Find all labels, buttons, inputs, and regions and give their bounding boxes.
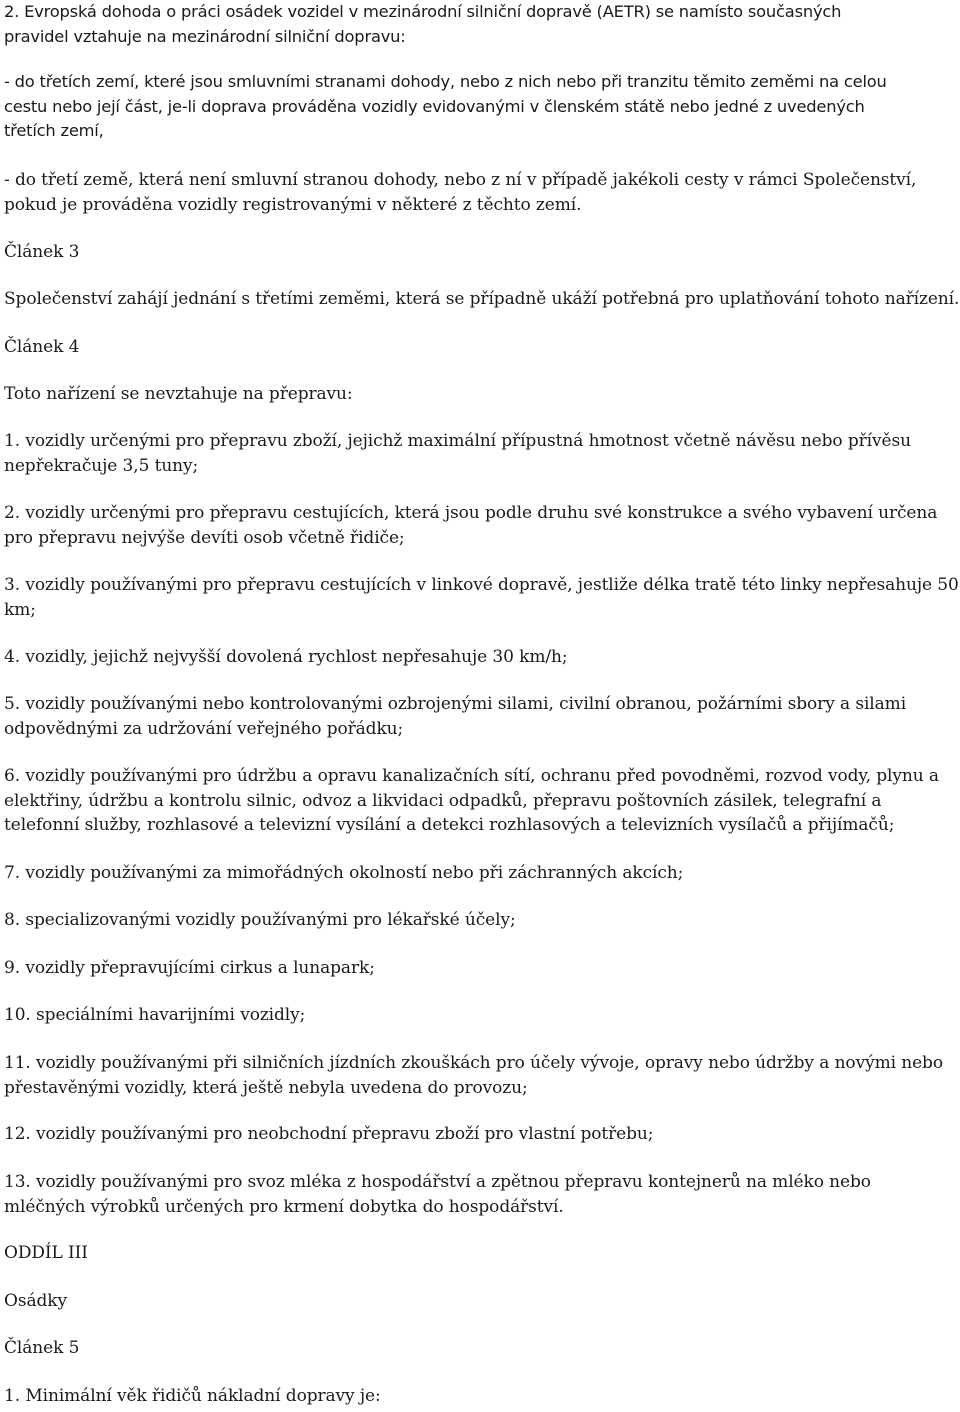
article-4-item-9: 9. vozidly přepravujícími cirkus a lunapark; [4,958,375,978]
article-4-intro: Toto nařízení se nevztahuje na přepravu: [4,384,353,404]
paragraph-2-item-third-country-nonparty: - do třetí země, která není smluvní stranou dohody, nebo z ní v případě jakékoli cesty v rámci Společenství, pokud je prováděna vozidly registrovanými v některé z těchto zemí. [4,170,917,215]
article-5-item-1: 1. Minimální věk řidičů nákladní dopravy je: [4,1386,381,1406]
article-4-item-11: 11. vozidly používanými při silničních jízdních zkouškách pro účely vývoje, opravy nebo údržby a novými nebo přestavěnými vozidly, která ještě nebyla uvedena do provozu; [4,1053,943,1098]
article-4-item-7: 7. vozidly používanými za mimořádných okolností nebo při záchranných akcích; [4,863,684,883]
section-3-title: Osádky [4,1291,67,1311]
article-4-item-1: 1. vozidly určenými pro přepravu zboží, jejichž maximální přípustná hmotnost včetně návěsu nebo přívěsu nepřekračuje 3,5 tuny; [4,431,911,476]
article-4-item-12: 12. vozidly používanými pro neobchodní přepravu zboží pro vlastní potřebu; [4,1124,654,1144]
paragraph-2-item-third-countries-party: - do třetích zemí, které jsou smluvními stranami dohody, nebo z nich nebo při tranzitu těmito zeměmi na celou cestu nebo její část, je-li doprava prováděna vozidly evidovanými v členském státě nebo jedné z uvedených třetích zemí, [4,72,887,140]
article-5-heading: Článek 5 [4,1338,80,1358]
article-3-text: Společenství zahájí jednání s třetími zeměmi, která se případně ukáží potřebná pro uplatňování tohoto nařízení. [4,289,960,309]
article-4-item-8: 8. specializovanými vozidly používanými pro lékařské účely; [4,910,516,930]
article-4-item-10: 10. speciálními havarijními vozidly; [4,1005,306,1025]
article-3-heading: Článek 3 [4,242,80,262]
article-4-item-2: 2. vozidly určenými pro přepravu cestujících, která jsou podle druhu své konstrukce a svého vybavení určena pro přepravu nejvýše devíti osob včetně řidiče; [4,503,938,548]
article-4-item-4: 4. vozidly, jejichž nejvyšší dovolená rychlost nepřesahuje 30 km/h; [4,647,568,667]
article-4-heading: Článek 4 [4,337,80,357]
article-4-item-5: 5. vozidly používanými nebo kontrolovanými ozbrojenými silami, civilní obranou, požárními sbory a silami odpovědnými za udržování veřejného pořádku; [4,694,907,739]
article-4-item-13: 13. vozidly používanými pro svoz mléka z hospodářství a zpětnou přepravu kontejnerů na mléko nebo mléčných výrobků určených pro krmení dobytka do hospodářství. [4,1172,871,1217]
article-4-item-6: 6. vozidly používanými pro údržbu a opravu kanalizačních sítí, ochranu před povodněmi, rozvod vody, plynu a elektřiny, údržbu a kontrolu silnic, odvoz a likvidaci odpadků, přepravu poštovních zásilek, telegrafní a telefonní služby, rozhlasové a televizní vysílání a detekci rozhlasových a televizních vysílačů a přijímačů; [4,766,939,835]
article-4-item-3: 3. vozidly používanými pro přepravu cestujících v linkové dopravě, jestliže délka tratě této linky nepřesahuje 50 km; [4,575,959,620]
section-3-heading: ODDÍL III [4,1243,88,1263]
paragraph-2-intro: 2. Evropská dohoda o práci osádek vozidel v mezinárodní silniční dopravě (AETR) se namísto současných pravidel vztahuje na mezinárodní silniční dopravu: [4,2,842,46]
